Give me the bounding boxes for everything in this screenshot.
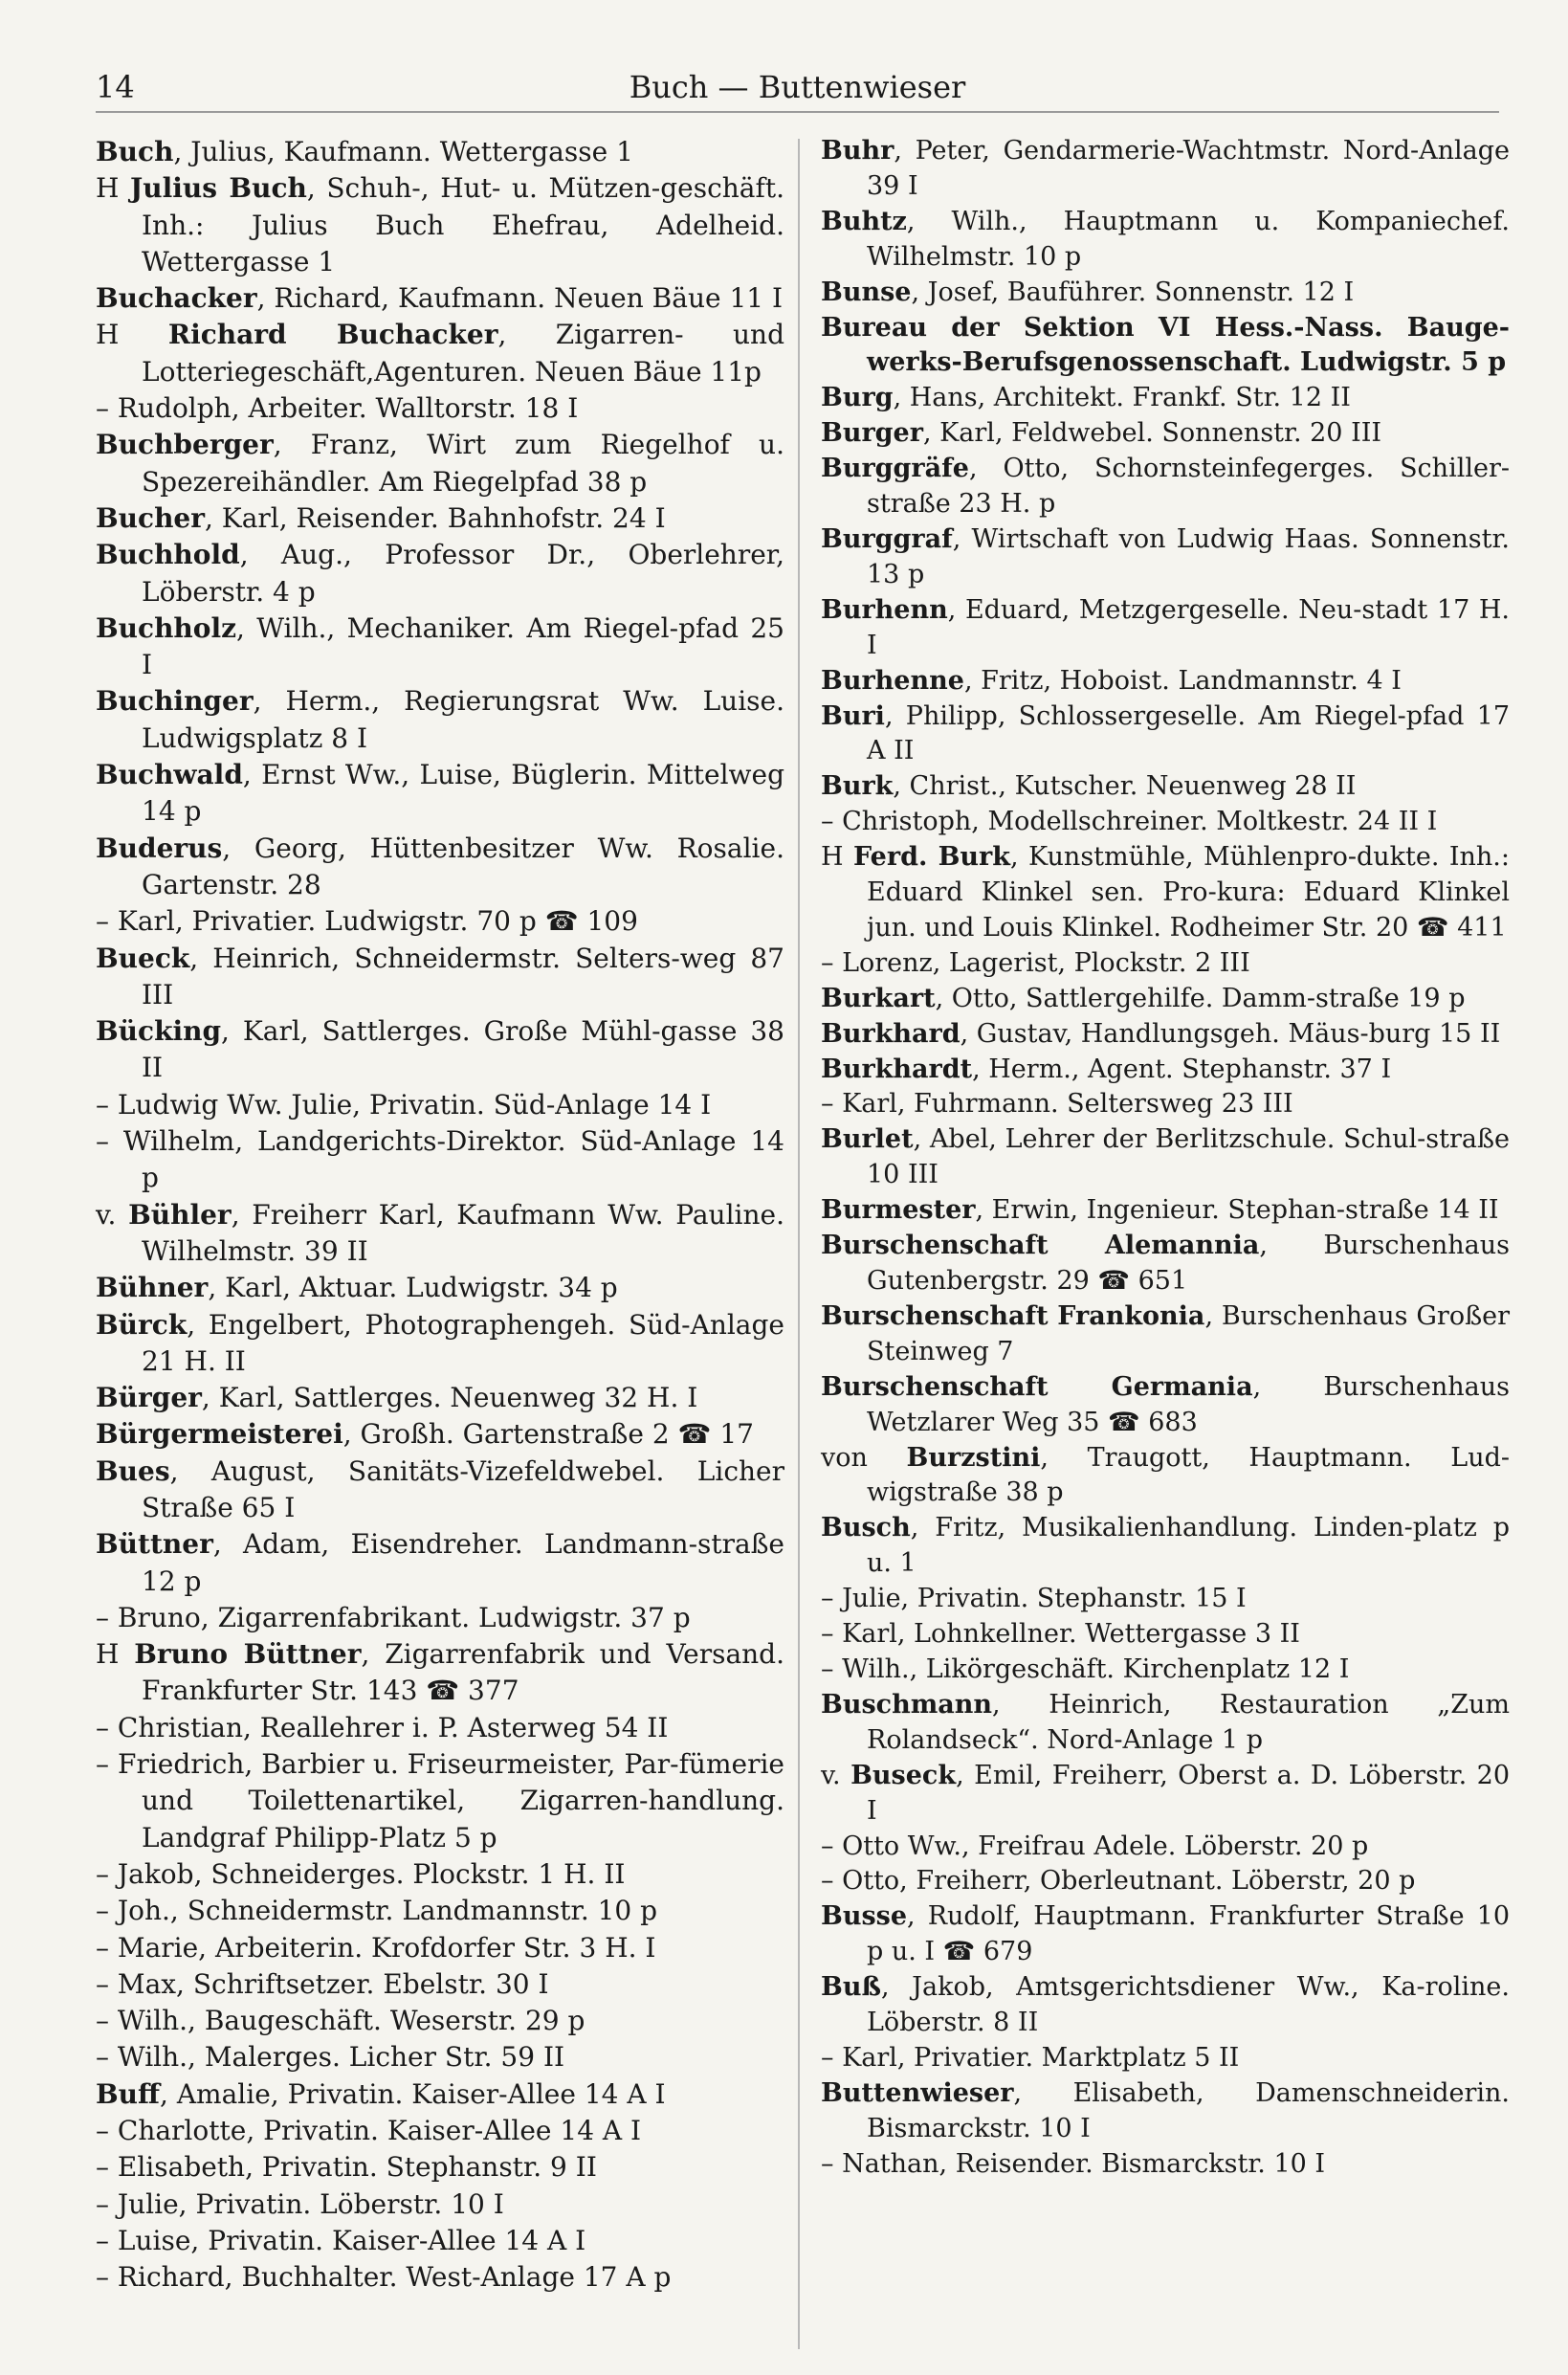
directory-entry: von Burzstini, Traugott, Hauptmann. Lud-wigstraße 38 p: [821, 1442, 1510, 1508]
directory-entry: Bücking, Karl, Sattlerges. Große Mühl-gasse 38 II: [96, 1015, 784, 1084]
directory-entry: – Lorenz, Lagerist, Plockstr. 2 III: [821, 947, 1250, 978]
directory-entry: Burhenne, Fritz, Hoboist. Landmannstr. 4 I: [821, 665, 1402, 696]
directory-entry: H Julius Buch, Schuh-, Hut- u. Mützen-geschäft. Inh.: Julius Buch Ehefrau, Adelheid. Wettergasse 1: [96, 172, 785, 277]
directory-entry: Bues, August, Sanitäts-Vizefeldwebel. Licher Straße 65 I: [96, 1454, 784, 1523]
directory-entry: – Karl, Fuhrmann. Seltersweg 23 III: [821, 1089, 1293, 1120]
directory-entry: v. Bühler, Freiherr Karl, Kaufmann Ww. Pauline. Wilhelmstr. 39 II: [96, 1198, 784, 1267]
directory-entry: Büttner, Adam, Eisendreher. Landmann-straße 12 p: [96, 1528, 784, 1597]
running-head: Buch — Buttenwieser: [629, 69, 966, 105]
directory-entry: – Joh., Schneidermstr. Landmannstr. 10 p: [96, 1895, 658, 1927]
directory-entry: – Wilhelm, Landgerichts-Direktor. Süd-Anlage 14 p: [96, 1125, 784, 1194]
directory-entry: Buchinger, Herm., Regierungsrat Ww. Luise. Ludwigsplatz 8 I: [96, 685, 784, 754]
directory-entry: – Friedrich, Barbier u. Friseurmeister, Par-fümerie und Toilettenartikel, Zigarren-handlung. Landgraf Philipp-Platz 5 p: [96, 1748, 784, 1853]
directory-entry: Bühner, Karl, Aktuar. Ludwigstr. 34 p: [96, 1272, 618, 1304]
directory-entry: – Karl, Privatier. Marktplatz 5 II: [821, 2042, 1240, 2073]
directory-entry: H Richard Buchacker, Zigarren- und Lotteriegeschäft,Agenturen. Neuen Bäue 11p: [96, 319, 784, 388]
directory-entry: Buchberger, Franz, Wirt zum Riegelhof u. Spezereihändler. Am Riegelpfad 38 p: [96, 429, 784, 498]
directory-entry: Buchhold, Aug., Professor Dr., Oberlehrer, Löberstr. 4 p: [96, 539, 784, 608]
directory-entry: Buß, Jakob, Amtsgerichtsdiener Ww., Ka-roline. Löberstr. 8 II: [821, 1972, 1510, 2038]
directory-entry: Buchacker, Richard, Kaufmann. Neuen Bäue 11 I: [96, 282, 784, 315]
directory-entry: – Nathan, Reisender. Bismarckstr. 10 I: [821, 2148, 1326, 2179]
directory-entry: Buhr, Peter, Gendarmerie-Wachtmstr. Nord-Anlage 39 I: [821, 136, 1510, 201]
directory-entry: – Wilh., Baugeschäft. Weserstr. 29 p: [96, 2005, 585, 2037]
directory-entry: – Otto Ww., Freifrau Adele. Löberstr. 20 p: [821, 1831, 1369, 1861]
directory-entry: Bürgermeisterei, Großh. Gartenstraße 2 ☎ 17: [96, 1418, 754, 1451]
directory-entry: – Luise, Privatin. Kaiser-Allee 14 A I: [96, 2224, 586, 2256]
directory-entry: Burger, Karl, Feldwebel. Sonnenstr. 20 III: [821, 418, 1382, 449]
directory-entry: – Marie, Arbeiterin. Krofdorfer Str. 3 H. I: [96, 1931, 656, 1964]
directory-entry: Burmester, Erwin, Ingenieur. Stephan-straße 14 II: [821, 1195, 1499, 1226]
directory-entry: – Julie, Privatin. Löberstr. 10 I: [96, 2187, 504, 2220]
directory-entry: Buderus, Georg, Hüttenbesitzer Ww. Rosalie. Gartenstr. 28: [96, 832, 784, 900]
page-header: [96, 63, 1499, 113]
directory-entry: – Christian, Reallehrer i. P. Asterweg 54 II: [96, 1711, 669, 1743]
directory-entry: – Richard, Buchhalter. West-Anlage 17 A p: [96, 2261, 672, 2294]
directory-entry: – Jakob, Schneiderges. Plockstr. 1 H. II: [96, 1857, 626, 1890]
directory-entry: – Max, Schriftsetzer. Ebelstr. 30 I: [96, 1967, 549, 2000]
directory-entry: Buff, Amalie, Privatin. Kaiser-Allee 14 A I: [96, 2077, 666, 2110]
directory-entry: v. Buseck, Emil, Freiherr, Oberst a. D. Löberstr. 20 I: [821, 1760, 1510, 1826]
directory-entry: – Otto, Freiherr, Oberleutnant. Löberstr, 20 p: [821, 1866, 1416, 1897]
column-divider: [798, 139, 800, 2349]
directory-entry: Burkhard, Gustav, Handlungsgeh. Mäus-burg 15 II: [821, 1018, 1501, 1049]
directory-entry: – Bruno, Zigarrenfabrikant. Ludwigstr. 37 p: [96, 1601, 691, 1633]
page-number: 14: [96, 69, 135, 105]
directory-entry: – Christoph, Modellschreiner. Moltkestr. 24 II I: [821, 807, 1438, 837]
directory-entry: Burkart, Otto, Sattlergehilfe. Damm-straße 19 p: [821, 983, 1466, 1013]
directory-entry: Bueck, Heinrich, Schneidermstr. Selters-weg 87 III: [96, 942, 784, 1010]
left-column: [96, 134, 784, 2297]
directory-entry: – Julie, Privatin. Stephanstr. 15 I: [821, 1584, 1247, 1614]
directory-entry: Buhtz, Wilh., Hauptmann u. Kompaniechef. Wilhelmstr. 10 p: [821, 206, 1510, 272]
directory-entry: Burschenschaft Germania, Burschenhaus Wetzlarer Weg 35 ☎ 683: [821, 1371, 1510, 1437]
directory-entry: Buttenwieser, Elisabeth, Damenschneiderin. Bismarckstr. 10 I: [821, 2077, 1510, 2143]
directory-entry: – Ludwig Ww. Julie, Privatin. Süd-Anlage 14 I: [96, 1088, 712, 1121]
directory-entry: – Charlotte, Privatin. Kaiser-Allee 14 A I: [96, 2115, 642, 2147]
directory-entry: Burggraf, Wirtschaft von Ludwig Haas. Sonnenstr. 13 p: [821, 523, 1510, 589]
directory-entry: Bureau der Sektion VI Hess.-Nass. Bauge-werks-Berufsgenossenschaft. Ludwigstr. 5 p: [821, 312, 1510, 378]
directory-entry: Bunse, Josef, Bauführer. Sonnenstr. 12 I: [821, 277, 1355, 307]
directory-entry: Buchwald, Ernst Ww., Luise, Büglerin. Mittelweg 14 p: [96, 759, 784, 828]
directory-entry: Burschenschaft Alemannia, Burschenhaus Gutenbergstr. 29 ☎ 651: [821, 1231, 1510, 1296]
directory-entry: Busse, Rudolf, Hauptmann. Frankfurter Straße 10 p u. I ☎ 679: [821, 1901, 1510, 1967]
directory-entry: H Bruno Büttner, Zigarrenfabrik und Versand. Frankfurter Str. 143 ☎ 377: [96, 1638, 784, 1707]
directory-entry: Buchholz, Wilh., Mechaniker. Am Riegel-pfad 25 I: [96, 611, 784, 681]
directory-entry: Burk, Christ., Kutscher. Neuenweg 28 II: [821, 771, 1357, 802]
directory-entry: – Elisabeth, Privatin. Stephanstr. 9 II: [96, 2151, 597, 2184]
directory-entry: Bürger, Karl, Sattlerges. Neuenweg 32 H. I: [96, 1382, 698, 1414]
directory-entry: – Karl, Lohnkellner. Wettergasse 3 II: [821, 1619, 1300, 1650]
directory-entry: Buri, Philipp, Schlossergeselle. Am Riegel-pfad 17 A II: [821, 700, 1510, 766]
directory-entry: Bucher, Karl, Reisender. Bahnhofstr. 24 I: [96, 501, 666, 534]
directory-entry: H Ferd. Burk, Kunstmühle, Mühlenpro-dukte. Inh.: Eduard Klinkel sen. Pro-kura: Eduard Klinkel jun. und Louis Klinkel. Rodheimer Str. 20 ☎ 411: [821, 842, 1510, 943]
directory-entry: – Rudolph, Arbeiter. Walltorstr. 18 I: [96, 392, 579, 425]
directory-entry: – Karl, Privatier. Ludwigstr. 70 p ☎ 109: [96, 905, 638, 938]
directory-entry: – Wilh., Likörgeschäft. Kirchenplatz 12 I: [821, 1654, 1350, 1684]
directory-entry: Burlet, Abel, Lehrer der Berlitzschule. Schul-straße 10 III: [821, 1124, 1510, 1190]
directory-entry: Buch, Julius, Kaufmann. Wettergasse 1: [96, 136, 633, 167]
directory-entry: Busch, Fritz, Musikalienhandlung. Linden-platz p u. 1: [821, 1513, 1510, 1579]
right-column: [821, 134, 1510, 2183]
directory-entry: Burschenschaft Frankonia, Burschenhaus Großer Steinweg 7: [821, 1300, 1510, 1366]
directory-entry: Burggräfe, Otto, Schornsteinfegerges. Schiller-straße 23 H. p: [821, 454, 1510, 520]
directory-entry: Buschmann, Heinrich, Restauration „Zum Rolandseck“. Nord-Anlage 1 p: [821, 1689, 1510, 1755]
directory-entry: Burhenn, Eduard, Metzgergeselle. Neu-stadt 17 H. I: [821, 594, 1510, 660]
directory-entry: Burg, Hans, Architekt. Frankf. Str. 12 II: [821, 383, 1351, 413]
directory-entry: Burkhardt, Herm., Agent. Stephanstr. 37 I: [821, 1054, 1392, 1084]
directory-entry: – Wilh., Malerges. Licher Str. 59 II: [96, 2041, 565, 2074]
directory-entry: Bürck, Engelbert, Photographengeh. Süd-Anlage 21 H. II: [96, 1308, 784, 1377]
